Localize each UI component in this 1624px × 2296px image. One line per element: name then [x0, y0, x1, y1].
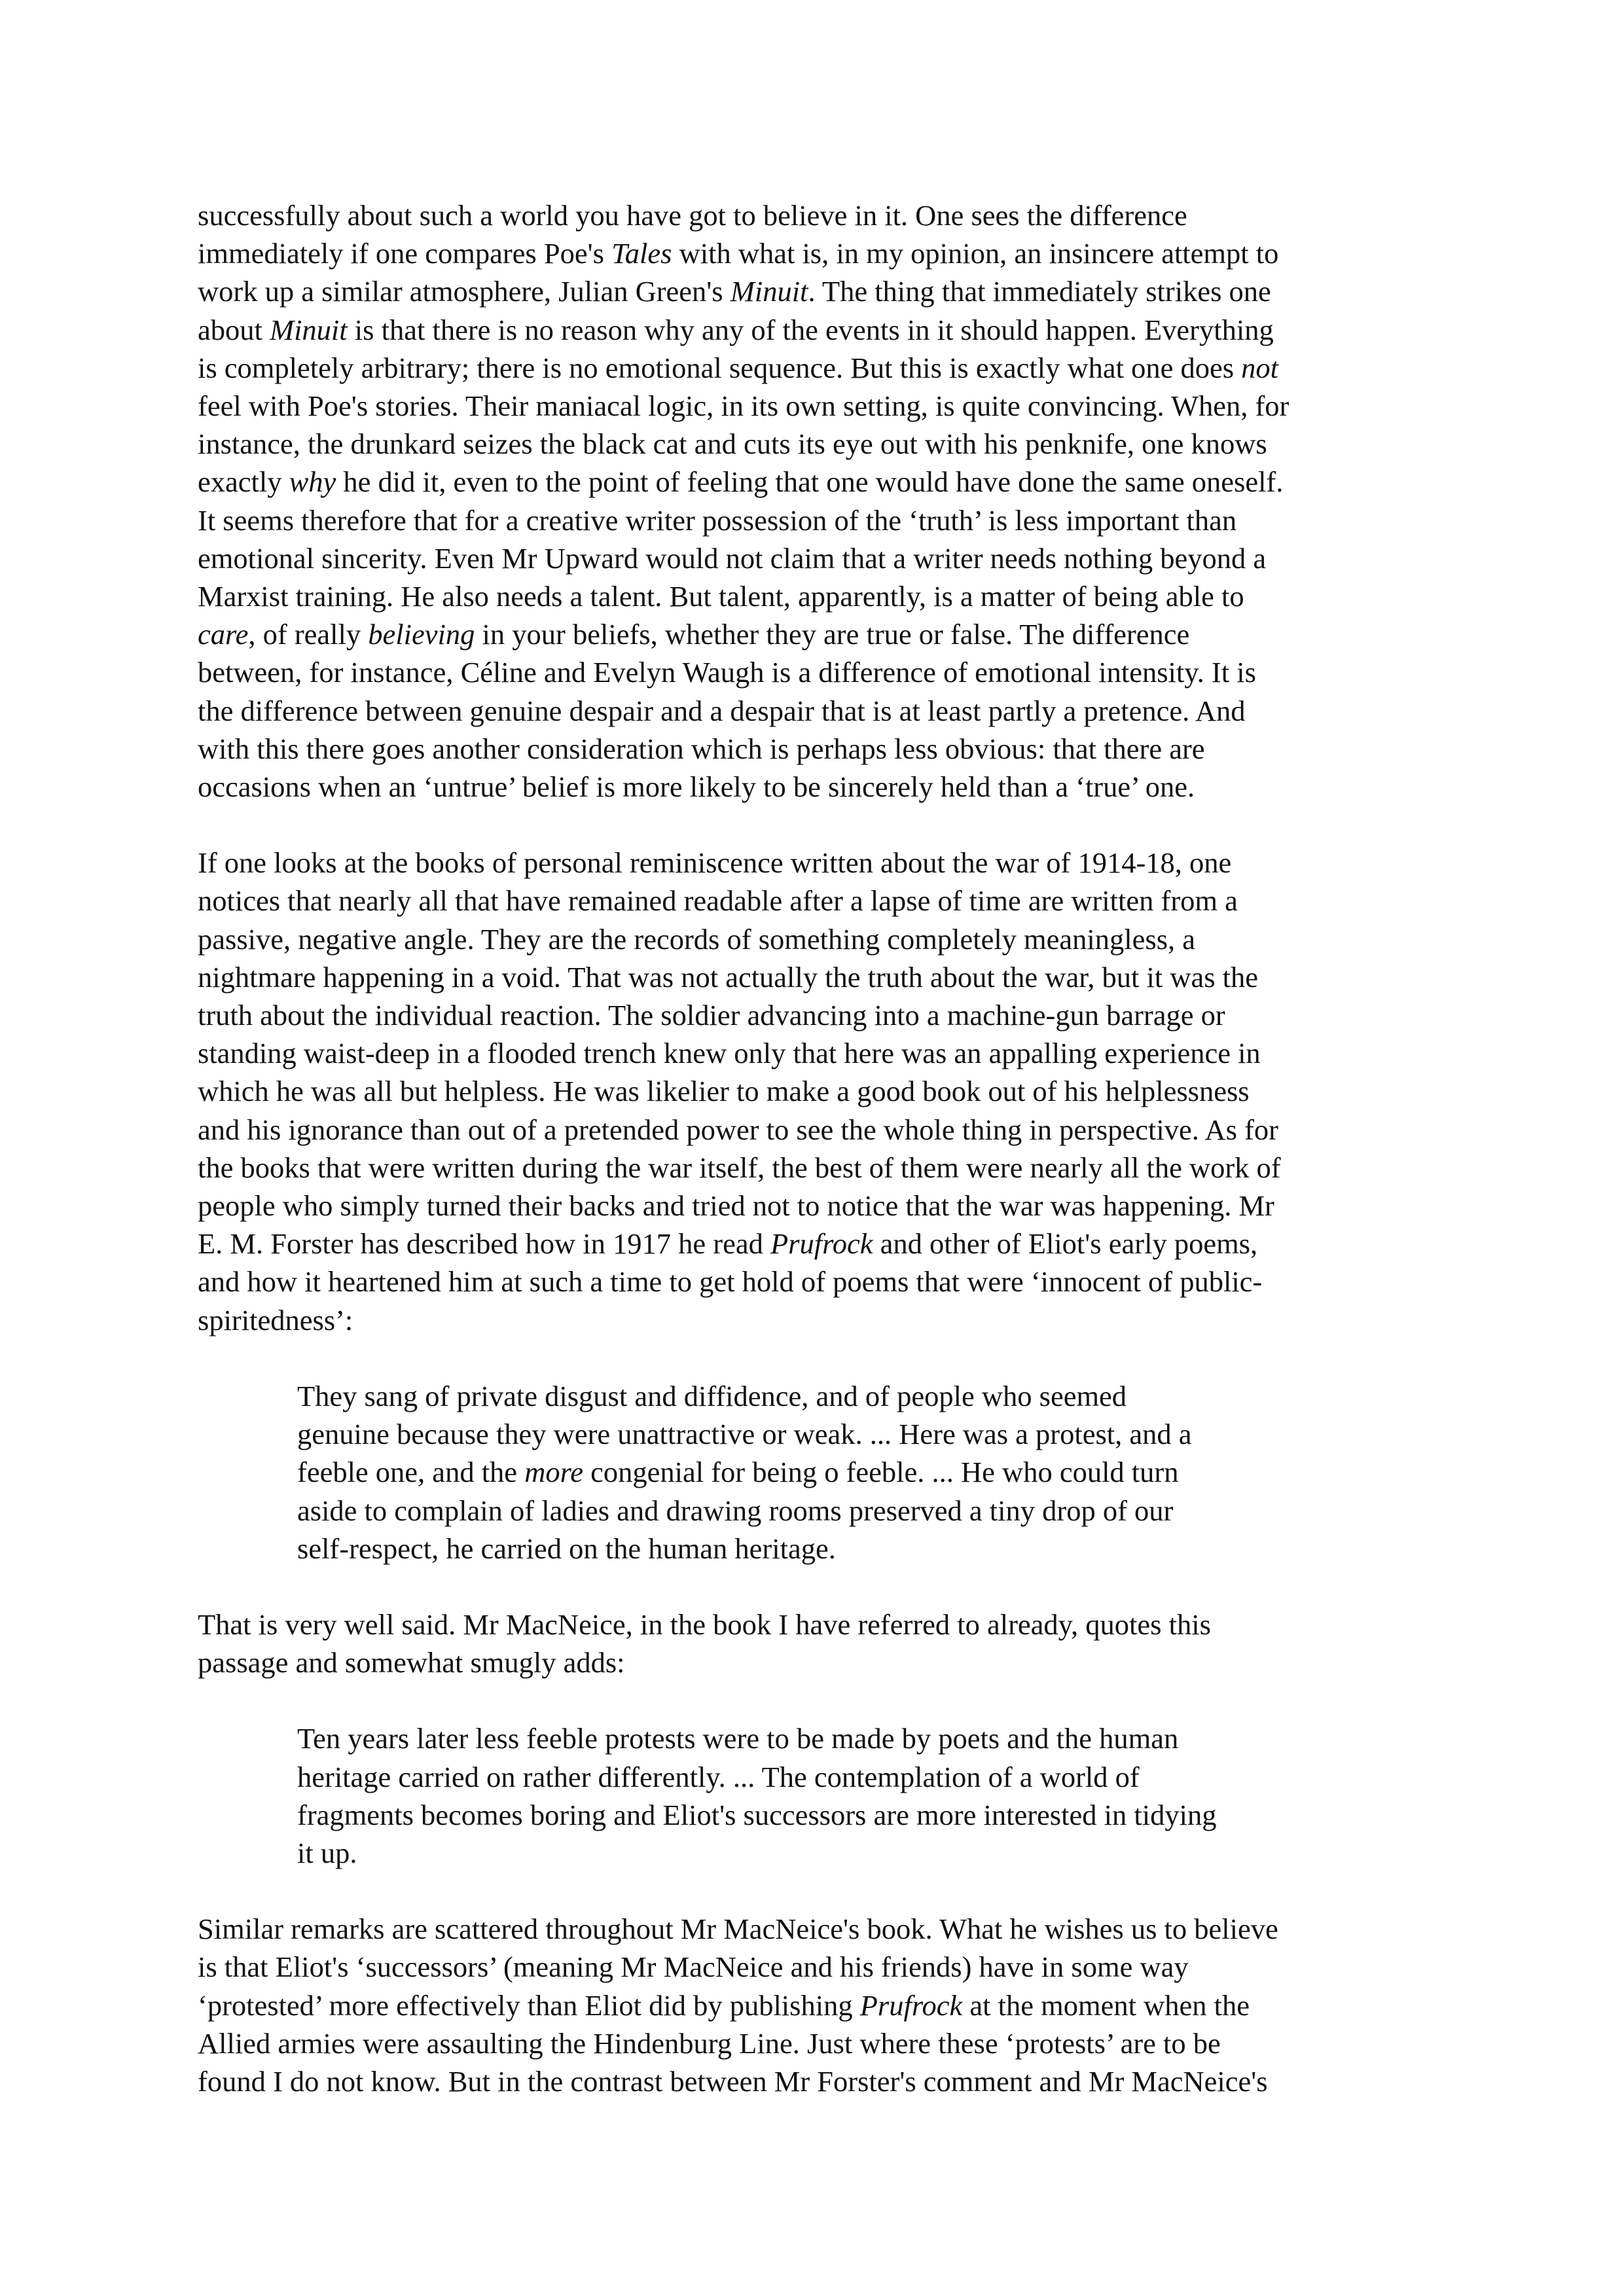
text-line [198, 501, 1454, 539]
text-line [297, 1834, 1454, 1872]
text-segment: exactly [198, 465, 289, 499]
italic-text: not [1241, 351, 1279, 384]
text-segment: between, for instance, Céline and Evelyn Waugh is a difference of emotional intensity. It is [198, 656, 1256, 689]
text-line [297, 1453, 1454, 1491]
text-segment: is completely arbitrary; there is no emotional sequence. But this is exactly what one does [198, 351, 1242, 384]
text-segment: , of really [248, 618, 369, 651]
text-segment: passage and somewhat smugly adds: [198, 1646, 625, 1679]
text-line [297, 1492, 1454, 1530]
text-segment: aside to complain of ladies and drawing rooms preserved a tiny drop of our [297, 1494, 1174, 1527]
text-line [198, 920, 1454, 958]
text-segment: nightmare happening in a void. That was not actually the truth about the war, but it was the [198, 960, 1259, 994]
text-segment: ‘protested’ more effectively than Eliot did by publishing [198, 1988, 860, 2022]
text-segment: Allied armies were assaulting the Hindenburg Line. Just where these ‘protests’ are to be [198, 2026, 1221, 2060]
body-paragraph [198, 844, 1454, 1339]
text-segment: fragments becomes boring and Eliot's successors are more interested in tidying [297, 1798, 1217, 1831]
paragraph-spacer [198, 1681, 1454, 1719]
text-segment: E. M. Forster has described how in 1917 he read [198, 1227, 770, 1261]
text-segment: passive, negative angle. They are the records of something completely meaningless, a [198, 922, 1196, 956]
text-line [297, 1530, 1454, 1568]
text-segment: work up a similar atmosphere, Julian Green's [198, 275, 731, 308]
text-line [297, 1415, 1454, 1453]
text-segment: and other of Eliot's early poems, [873, 1227, 1258, 1261]
text-segment: notices that nearly all that have remained readable after a lapse of time are written from a [198, 884, 1238, 918]
text-segment: spiritedness’: [198, 1303, 353, 1336]
text-segment: genuine because they were unattractive or weak. ... Here was a protest, and a [297, 1418, 1192, 1451]
text-segment: people who simply turned their backs and tried not to notice that the war was happening. Mr [198, 1189, 1274, 1223]
text-segment: . The thing that immediately strikes one [808, 275, 1271, 308]
text-line [198, 1225, 1454, 1263]
text-segment: If one looks at the books of personal reminiscence written about the war of 1914-18, one [198, 846, 1232, 880]
text-line [198, 1605, 1454, 1643]
paragraph-spacer [198, 806, 1454, 844]
text-line [198, 196, 1454, 234]
text-segment: the books that were written during the war itself, the best of them were nearly all the work of [198, 1151, 1281, 1184]
text-segment: That is very well said. Mr MacNeice, in the book I have referred to already, quotes this [198, 1607, 1211, 1641]
text-line [198, 996, 1454, 1034]
text-line [198, 2062, 1454, 2100]
text-segment: self-respect, he carried on the human heritage. [297, 1532, 836, 1565]
text-segment: instance, the drunkard seizes the black cat and cuts its eye out with his penknife, one knows [198, 427, 1267, 461]
italic-text: Prufrock [770, 1227, 873, 1261]
text-segment: is that there is no reason why any of the events in it should happen. Everything [347, 313, 1274, 346]
paragraph-spacer [198, 1872, 1454, 1910]
text-line [198, 234, 1454, 272]
text-line [198, 1301, 1454, 1339]
body-paragraph [198, 196, 1454, 806]
text-segment: Ten years later less feeble protests were to be made by poets and the human [297, 1722, 1179, 1755]
text-line [198, 1149, 1454, 1187]
text-line [198, 882, 1454, 920]
text-line [198, 272, 1454, 310]
text-segment: and his ignorance than out of a pretended power to see the whole thing in perspective. As for [198, 1113, 1278, 1146]
text-line [297, 1758, 1454, 1796]
text-line [297, 1796, 1454, 1834]
text-line [198, 958, 1454, 996]
text-segment: truth about the individual reaction. The soldier advancing into a machine-gun barrage or [198, 999, 1225, 1032]
paragraph-spacer [198, 1339, 1454, 1377]
text-line [297, 1377, 1454, 1415]
text-segment: They sang of private disgust and diffidence, and of people who seemed [297, 1379, 1127, 1412]
text-segment: which he was all but helpless. He was likelier to make a good book out of his helplessness [198, 1075, 1250, 1108]
text-line [198, 2024, 1454, 2062]
text-segment: with what is, in my opinion, an insincere attempt to [672, 237, 1279, 270]
text-line [198, 844, 1454, 882]
text-segment: feeble one, and the [297, 1456, 525, 1489]
text-line [198, 539, 1454, 577]
text-segment: successfully about such a world you have got to believe in it. One sees the difference [198, 199, 1187, 232]
text-segment: standing waist-deep in a flooded trench knew only that here was an appalling experience in [198, 1037, 1261, 1070]
italic-text: more [524, 1456, 583, 1489]
text-line [198, 1986, 1454, 2024]
text-segment: emotional sincerity. Even Mr Upward would not claim that a writer needs nothing beyond a [198, 541, 1267, 575]
text-line [198, 1643, 1454, 1681]
text-line [198, 1263, 1454, 1300]
text-line [198, 463, 1454, 501]
text-line [198, 653, 1454, 691]
text-segment: he did it, even to the point of feeling that one would have done the same oneself. [336, 465, 1284, 499]
text-segment: the difference between genuine despair and a despair that is at least partly a pretence. And [198, 694, 1246, 727]
text-segment: feel with Poe's stories. Their maniacal logic, in its own setting, is quite convincing. When, for [198, 389, 1290, 423]
text-segment: congenial for being o feeble. ... He who could turn [583, 1456, 1179, 1489]
text-line [198, 692, 1454, 730]
block-quote [198, 1719, 1454, 1872]
text-segment: and how it heartened him at such a time to get hold of poems that were ‘innocent of public- [198, 1265, 1263, 1299]
text-line [198, 615, 1454, 653]
text-segment: immediately if one compares Poe's [198, 237, 612, 270]
text-line [198, 425, 1454, 463]
text-line [198, 1910, 1454, 1948]
text-segment: it up. [297, 1836, 357, 1869]
text-segment: Marxist training. He also needs a talent. But talent, apparently, is a matter of being able to [198, 580, 1244, 613]
text-segment: with this there goes another consideration which is perhaps less obvious: that there are [198, 732, 1205, 765]
italic-text: Tales [611, 237, 672, 270]
italic-text: Prufrock [859, 1988, 963, 2022]
body-paragraph [198, 1910, 1454, 2100]
text-line [198, 349, 1454, 387]
text-segment: heritage carried on rather differently. ... The contemplation of a world of [297, 1760, 1140, 1793]
text-line [198, 387, 1454, 425]
italic-text: why [289, 465, 336, 499]
text-segment: at the moment when the [962, 1988, 1250, 2022]
block-quote [198, 1377, 1454, 1568]
body-paragraph [198, 1605, 1454, 1681]
italic-text: believing [368, 618, 475, 651]
italic-text: Minuit [730, 275, 808, 308]
paragraph-spacer [198, 1568, 1454, 1605]
text-line [297, 1719, 1454, 1757]
document-body [198, 196, 1454, 2100]
text-segment: Similar remarks are scattered throughout Mr MacNeice's book. What he wishes us to believe [198, 1912, 1278, 1946]
text-segment: in your beliefs, whether they are true or false. The difference [475, 618, 1190, 651]
text-segment: about [198, 313, 270, 346]
text-line [198, 1948, 1454, 1986]
text-line [198, 577, 1454, 615]
text-segment: is that Eliot's ‘successors’ (meaning Mr MacNeice and his friends) have in some way [198, 1950, 1189, 1984]
text-line [198, 1111, 1454, 1149]
text-segment: It seems therefore that for a creative writer possession of the ‘truth’ is less important than [198, 503, 1237, 537]
text-line [198, 730, 1454, 768]
text-line [198, 1034, 1454, 1072]
text-line [198, 1187, 1454, 1225]
italic-text: Minuit [270, 313, 348, 346]
text-line [198, 311, 1454, 349]
text-line [198, 768, 1454, 806]
text-line [198, 1072, 1454, 1110]
text-segment: found I do not know. But in the contrast between Mr Forster's comment and Mr MacNeice's [198, 2064, 1268, 2098]
text-segment: occasions when an ‘untrue’ belief is more likely to be sincerely held than a ‘true’ one. [198, 770, 1195, 804]
italic-text: care [198, 618, 249, 651]
